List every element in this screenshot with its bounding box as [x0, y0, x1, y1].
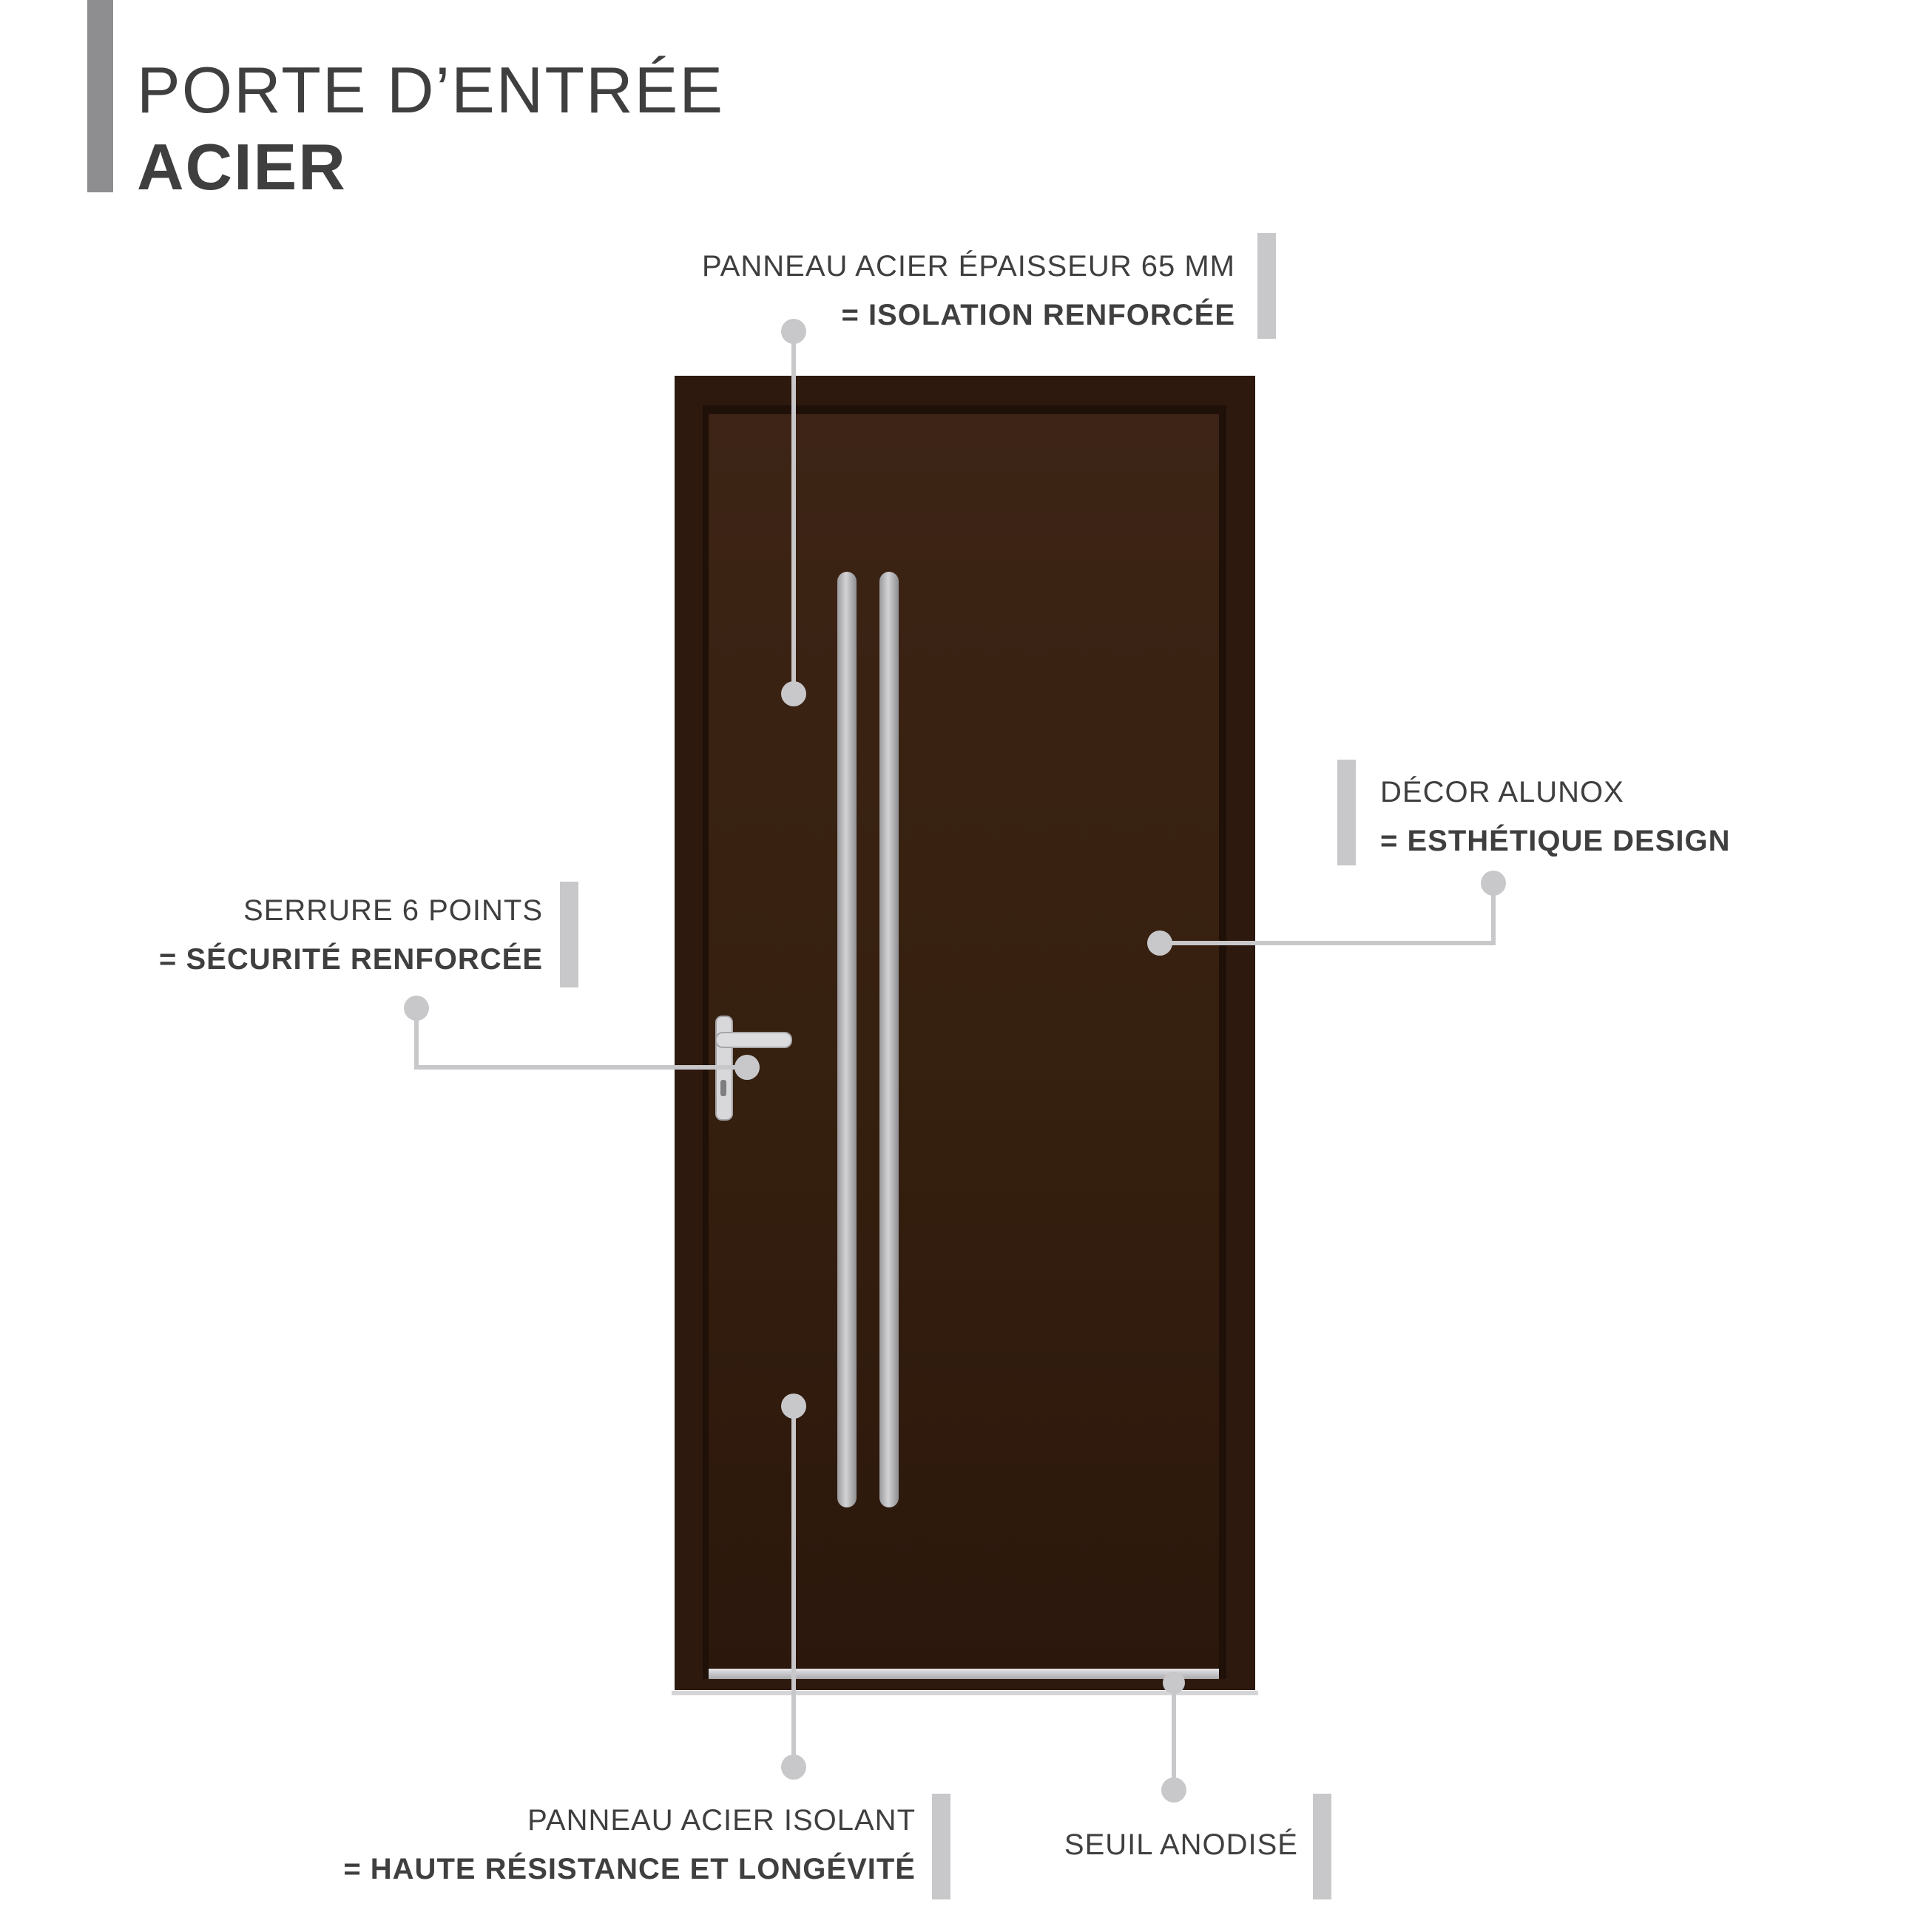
- callout-panneau-top: [702, 242, 1235, 340]
- callout-decor-benefit: = ESTHÉTIQUE DESIGN: [1380, 825, 1731, 857]
- callout-panneau-bottom-benefit: = HAUTE RÉSISTANCE ET LONGÉVITÉ: [343, 1853, 916, 1885]
- callout-panneau-bottom-title: PANNEAU ACIER ISOLANT: [527, 1804, 916, 1837]
- door-sill: [709, 1669, 1219, 1679]
- callout-serrure-title: SERRURE 6 POINTS: [243, 894, 543, 927]
- page-subtitle: ACIER: [137, 130, 347, 203]
- callout-panneau-bottom: [343, 1796, 916, 1894]
- callout-seuil-title: SEUIL ANODISÉ: [1064, 1828, 1298, 1861]
- callout-serrure-benefit: = SÉCURITÉ RENFORCÉE: [159, 943, 543, 976]
- alunox-strip-left: [837, 572, 857, 1507]
- callout-decor: [1380, 768, 1731, 865]
- callout-decor-bar: [1337, 760, 1356, 865]
- callout-panneau-top-title: PANNEAU ACIER ÉPAISSEUR 65 MM: [701, 250, 1235, 283]
- callout-serrure-bar: [560, 882, 578, 987]
- callout-panneau-bottom-bar: [932, 1794, 950, 1899]
- callout-seuil: [1064, 1820, 1298, 1869]
- page-title: PORTE D’ENTRÉE: [137, 53, 725, 126]
- callout-decor-title: DÉCOR ALUNOX: [1380, 776, 1624, 808]
- callout-seuil-bar: [1313, 1794, 1331, 1899]
- alunox-strip-right: [879, 572, 899, 1507]
- callout-panneau-top-benefit: = ISOLATION RENFORCÉE: [841, 299, 1235, 331]
- callout-serrure: [159, 886, 543, 984]
- callout-panneau-top-bar: [1257, 233, 1276, 339]
